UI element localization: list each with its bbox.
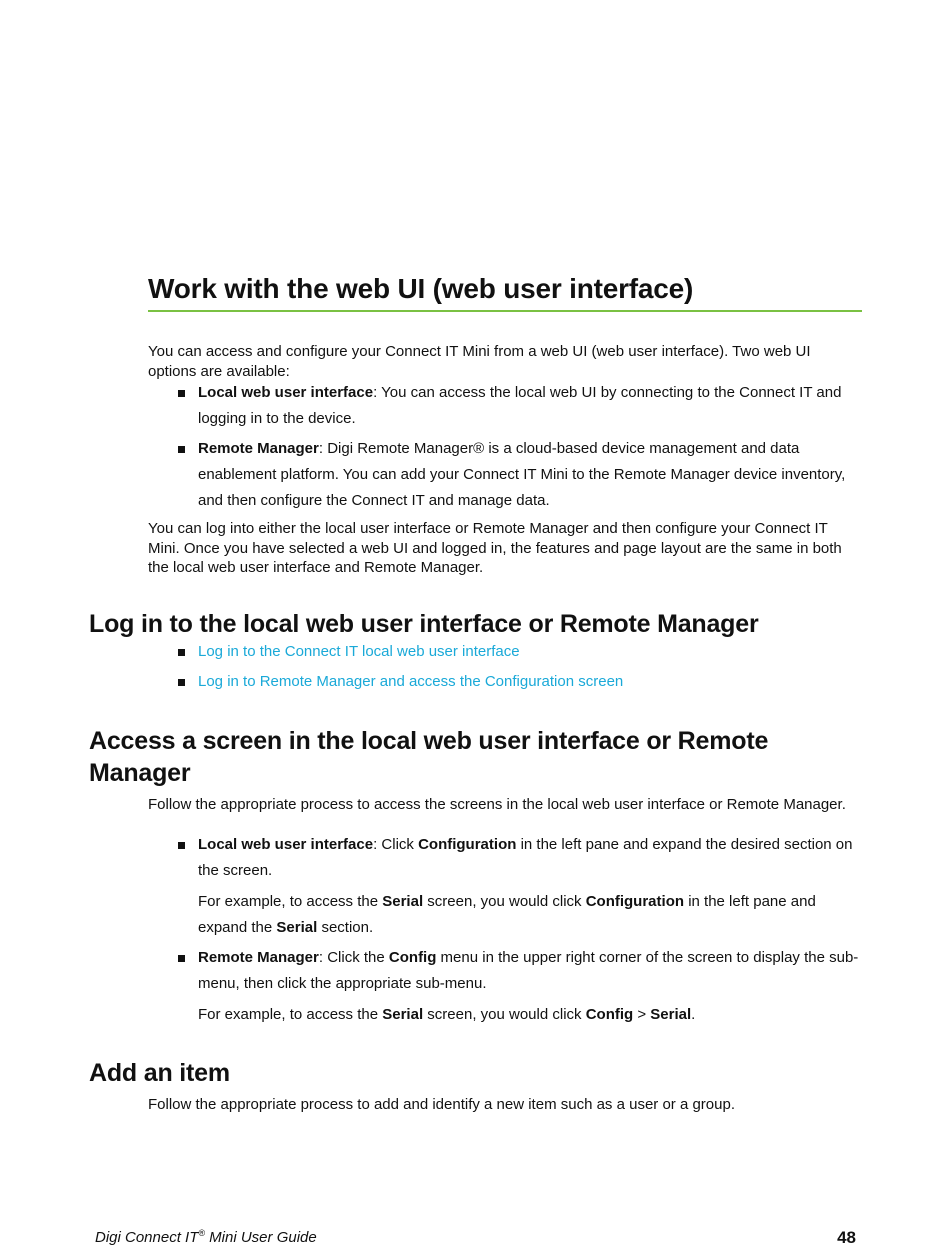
item-label: Remote Manager (198, 440, 319, 457)
title-divider (148, 310, 862, 312)
footer-guide-title: Digi Connect IT® Mini User Guide (95, 1228, 317, 1246)
item-label: Remote Manager (198, 949, 319, 966)
section2-heading: Log in to the local web user interface or Remote Manager (89, 610, 759, 638)
item-text: : Digi Remote Manager® is a cloud-based device management and data enablement platform. You can add your Connect IT Mini to the Remote Manager device inventory, and then configure the Connect IT and manage data. (198, 440, 846, 509)
item-bold: Configuration (418, 836, 517, 853)
list-item (178, 945, 862, 1028)
item-text: : You can access the local web UI by connecting to the Connect IT and logging in to the device. (198, 384, 842, 427)
example-text: For example, to access the Serial screen, you would click Configuration in the left pane and expand the Serial section. (198, 893, 816, 936)
list-item (178, 669, 862, 695)
page-number: 48 (837, 1228, 856, 1247)
bullet-icon (178, 446, 185, 453)
section4-heading: Add an item (89, 1059, 230, 1087)
bullet-icon (178, 649, 185, 656)
item-label: Local web user interface (198, 384, 374, 401)
login-local-ui-link[interactable]: Log in to the Connect IT local web user interface (198, 643, 520, 660)
section1-intro: You can access and configure your Connect IT Mini from a web UI (web user interface). Two web UI options are available: (148, 343, 811, 380)
list-item (178, 832, 862, 941)
section1-outro: You can log into either the local user interface or Remote Manager and then configure your Connect IT Mini. Once you have selected a web UI and logged in, the features and page layout are the same in both the local web user interface and Remote Manager. (148, 520, 842, 576)
bullet-icon (178, 679, 185, 686)
login-remote-manager-link[interactable]: Log in to Remote Manager and access the Configuration screen (198, 673, 624, 690)
section4-intro: Follow the appropriate process to add and identify a new item such as a user or a group. (148, 1096, 735, 1113)
section3-heading: Access a screen in the local web user interface or Remote Manager (89, 727, 769, 787)
item-text: : Click (373, 836, 419, 853)
bullet-icon (178, 955, 185, 962)
list-item (178, 380, 862, 432)
section3-intro: Follow the appropriate process to access the screens in the local web user interface or Remote Manager. (148, 796, 846, 813)
item-text: menu in the upper right corner of the screen to display the sub-menu, then click the appropriate sub-menu. (198, 949, 859, 992)
section2-links (178, 639, 862, 699)
section3-list (178, 832, 862, 1032)
section1-list (178, 380, 862, 518)
item-text: : Click the (318, 949, 389, 966)
page-title: Work with the web UI (web user interface) (148, 273, 694, 304)
list-item (178, 436, 862, 514)
item-bold: Config (388, 949, 437, 966)
item-text: in the left pane and expand the desired section on the screen. (198, 836, 853, 879)
item-label: Local web user interface (198, 836, 374, 853)
bullet-icon (178, 390, 185, 397)
example-text: For example, to access the Serial screen, you would click Config > Serial. (198, 1006, 696, 1023)
list-item (178, 639, 862, 665)
bullet-icon (178, 842, 185, 849)
